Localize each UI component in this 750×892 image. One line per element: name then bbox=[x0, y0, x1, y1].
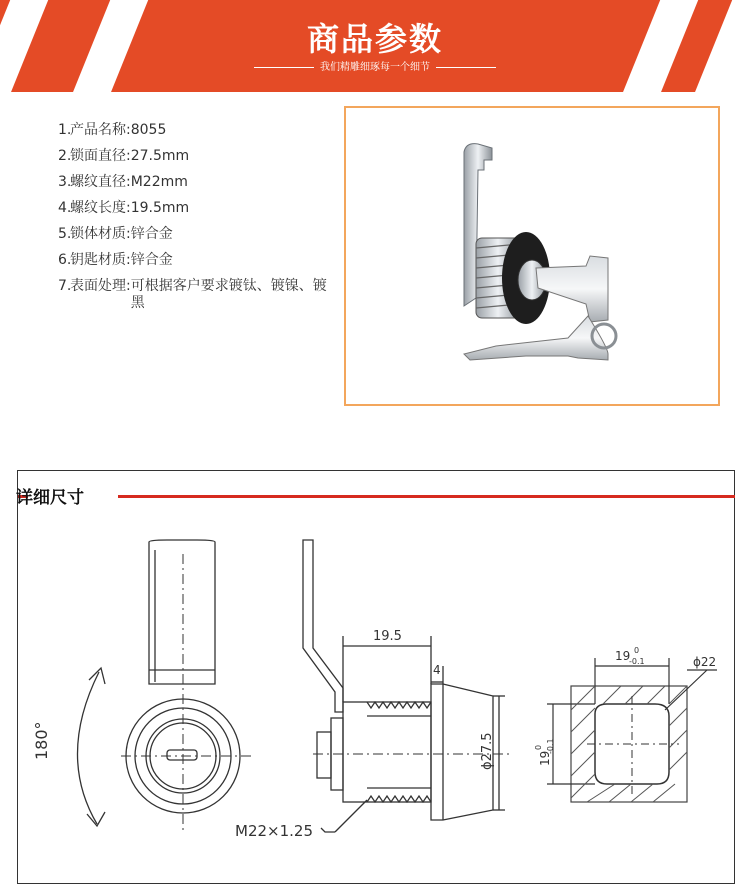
face-diameter-label: ϕ27.5 bbox=[480, 732, 495, 770]
spec-number: 2. bbox=[58, 148, 72, 164]
spec-number: 1. bbox=[58, 122, 72, 138]
spec-item bbox=[58, 148, 338, 165]
length-dim-label: 19.5 bbox=[373, 629, 402, 644]
spec-label: 钥匙材质: bbox=[70, 252, 131, 268]
spec-value: 27.5mm bbox=[130, 148, 190, 164]
flange-dim-label: 4 bbox=[433, 663, 441, 677]
spec-value: 可根据客户要求镀钛、镀镍、镀黑 bbox=[130, 278, 327, 311]
spec-number: 3. bbox=[58, 174, 72, 190]
subtitle-divider bbox=[436, 67, 496, 68]
spec-item bbox=[58, 200, 338, 217]
header-banner bbox=[0, 0, 750, 92]
rotation-label: 180° bbox=[32, 721, 51, 760]
page-title: 商品参数 bbox=[306, 20, 443, 58]
cutout-width-tol-lower: -0.1 bbox=[629, 657, 645, 666]
spec-item bbox=[58, 174, 338, 191]
cam-lock-illustration bbox=[346, 108, 718, 404]
spec-list bbox=[58, 122, 338, 321]
section-title: 详细尺寸 bbox=[16, 488, 84, 508]
spec-item bbox=[58, 252, 338, 269]
subtitle-text: 我们精雕细琢每一个细节 bbox=[320, 62, 430, 73]
spec-label: 螺纹直径: bbox=[70, 174, 131, 190]
cutout-height-tol-upper: 0 bbox=[534, 744, 543, 750]
page-subtitle bbox=[0, 58, 750, 73]
cutout-height-tol-lower: -0.1 bbox=[546, 738, 555, 754]
subtitle-divider bbox=[254, 67, 314, 68]
spec-label: 产品名称: bbox=[70, 122, 131, 138]
side-nut bbox=[317, 732, 331, 778]
spec-value: 8055 bbox=[130, 122, 167, 138]
cutout-width-label: 19 bbox=[615, 649, 631, 663]
spec-item bbox=[58, 122, 338, 139]
key-flat bbox=[464, 316, 608, 360]
cutout-width-tol-upper: 0 bbox=[634, 646, 640, 655]
spec-item bbox=[58, 278, 338, 312]
spec-number: 6. bbox=[58, 252, 72, 268]
spec-value: 锌合金 bbox=[130, 226, 173, 242]
spec-label: 锁体材质: bbox=[70, 226, 131, 242]
side-thread bbox=[343, 702, 431, 802]
spec-label: 表面处理: bbox=[70, 278, 131, 294]
spec-value: M22mm bbox=[130, 174, 188, 190]
spec-item bbox=[58, 226, 338, 243]
technical-drawing bbox=[17, 470, 735, 884]
product-photo bbox=[344, 106, 720, 406]
spec-number: 7. bbox=[58, 278, 72, 294]
rotation-arc bbox=[77, 672, 99, 824]
spec-label: 螺纹长度: bbox=[70, 200, 131, 216]
thread-label: M22×1.25 bbox=[235, 822, 313, 840]
cutout-height-label: 19 bbox=[538, 750, 552, 766]
cutout-diameter-label: ϕ22 bbox=[693, 655, 717, 669]
spec-value: 锌合金 bbox=[130, 252, 173, 268]
spec-number: 5. bbox=[58, 226, 72, 242]
spec-label: 锁面直径: bbox=[70, 148, 131, 164]
side-cam bbox=[303, 540, 343, 712]
spec-number: 4. bbox=[58, 200, 72, 216]
front-cam bbox=[149, 540, 215, 684]
spec-value: 19.5mm bbox=[130, 200, 190, 216]
